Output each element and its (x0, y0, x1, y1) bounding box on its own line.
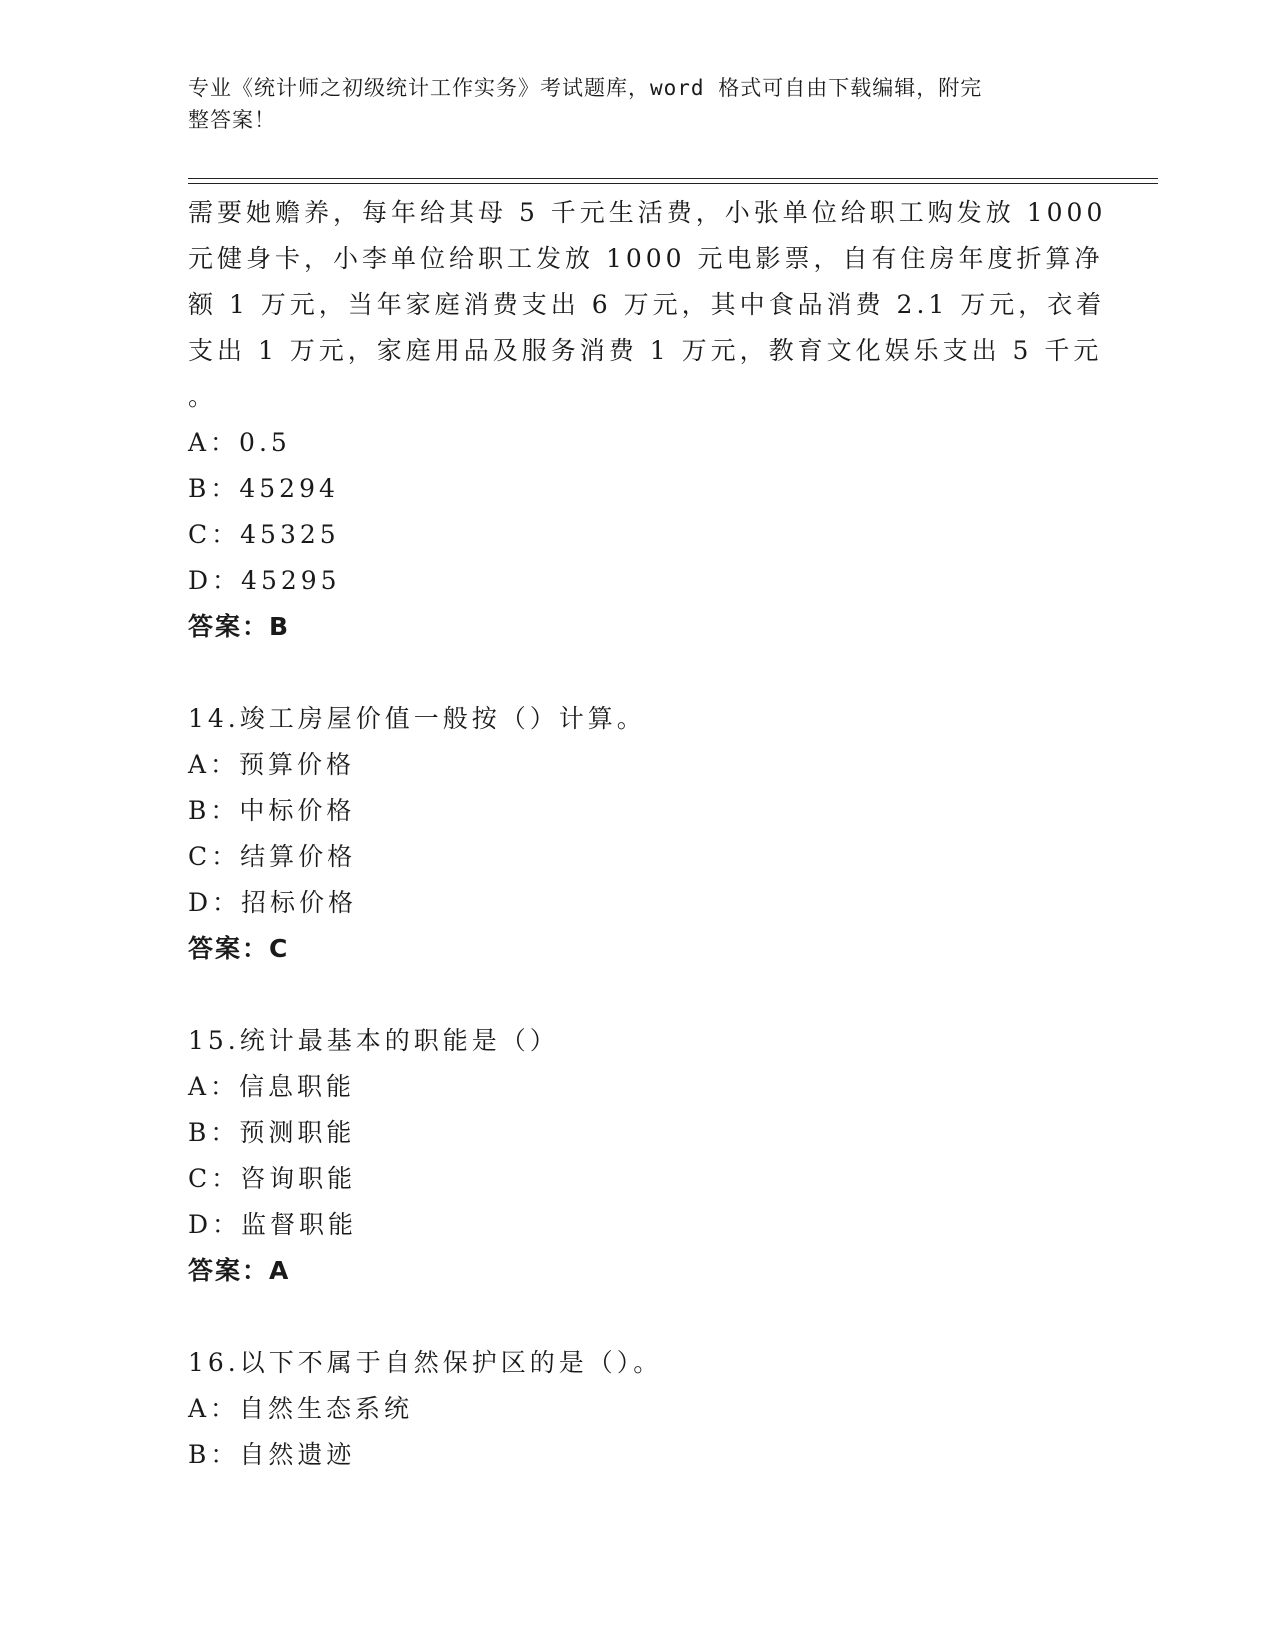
header-line-1: 专业《统计师之初级统计工作实务》考试题库，word 格式可自由下载编辑，附完 (188, 76, 983, 100)
question-stem-line: 。 (188, 382, 218, 411)
option-a: A：自然生态系统 (188, 1394, 414, 1423)
header-divider-bottom (188, 183, 1158, 184)
spacer (188, 650, 1088, 696)
question-title: 16.以下不属于自然保护区的是（）。 (188, 1348, 663, 1377)
header-line-2: 整答案！ (188, 108, 276, 132)
answer-line: 答案：C (188, 934, 290, 963)
question-stem-line: 需要她赡养，每年给其母 5 千元生活费，小张单位给职工购发放 1000 (188, 198, 1107, 227)
option-d: D：招标价格 (188, 888, 358, 917)
option-c: C：咨询职能 (188, 1164, 357, 1193)
option-b: B：自然遗迹 (188, 1440, 356, 1469)
option-b: B：45294 (188, 474, 339, 503)
header-divider-top (188, 178, 1158, 179)
option-d: D：监督职能 (188, 1210, 358, 1239)
option-d: D：45295 (188, 566, 341, 595)
option-a: A：0.5 (188, 428, 291, 457)
question-list (188, 190, 1107, 1478)
option-c: C：45325 (188, 520, 340, 549)
question-stem-line: 支出 1 万元，家庭用品及服务消费 1 万元，教育文化娱乐支出 5 千元 (188, 336, 1103, 365)
spacer (188, 1294, 1088, 1340)
question-title: 14.竣工房屋价值一般按（）计算。 (188, 704, 646, 733)
answer-line: 答案：B (188, 612, 291, 641)
answer-line: 答案：A (188, 1256, 291, 1285)
question-stem-line: 额 1 万元，当年家庭消费支出 6 万元，其中食品消费 2.1 万元，衣着 (188, 290, 1106, 319)
spacer (188, 972, 1088, 1018)
question-15 (188, 1018, 1088, 1294)
option-a: A：预算价格 (188, 750, 356, 779)
option-b: B：预测职能 (188, 1118, 356, 1147)
question-16 (188, 1340, 1088, 1478)
option-c: C：结算价格 (188, 842, 357, 871)
question-title: 15.统计最基本的职能是（） (188, 1026, 559, 1055)
option-b: B：中标价格 (188, 796, 356, 825)
question-13 (188, 190, 1107, 650)
question-14 (188, 696, 1088, 972)
option-a: A：信息职能 (188, 1072, 356, 1101)
question-stem-line: 元健身卡，小李单位给职工发放 1000 元电影票，自有住房年度折算净 (188, 244, 1104, 273)
page-header (188, 72, 1068, 136)
